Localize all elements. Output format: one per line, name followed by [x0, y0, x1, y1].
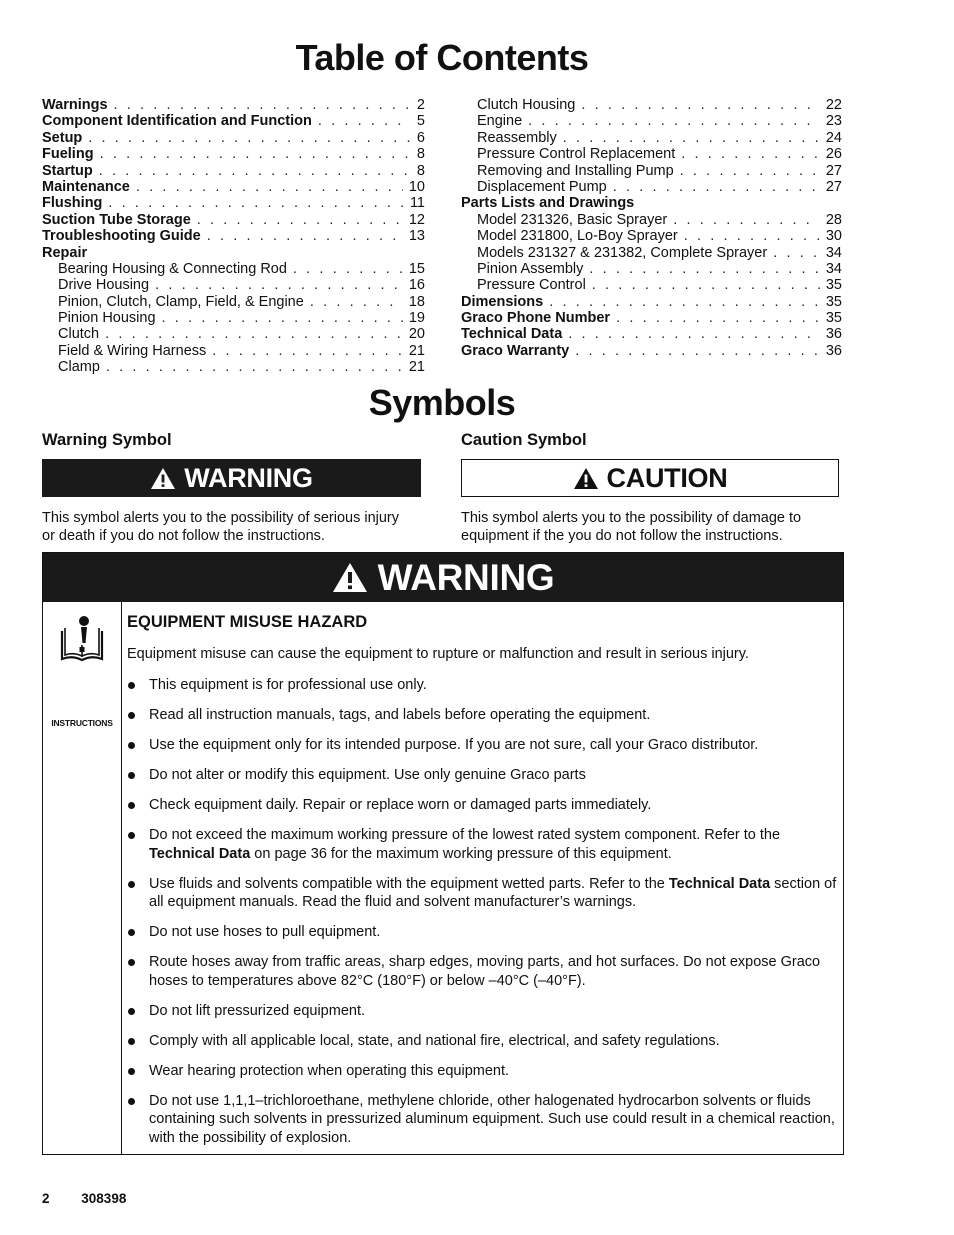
toc-entry-label: Suction Tube Storage	[42, 211, 191, 228]
toc-entry-page: 30	[825, 228, 842, 245]
hazard-bullet	[127, 826, 837, 863]
toc-entry-page: 21	[408, 342, 425, 359]
toc-dot-leader	[108, 195, 404, 212]
toc-dot-leader	[99, 163, 411, 180]
toc-entry-page: 8	[416, 162, 425, 179]
toc-entry-page: 8	[416, 146, 425, 163]
toc-dot-leader	[684, 228, 820, 245]
toc-entry-page: 15	[408, 260, 425, 277]
toc-entry-label: Pressure Control	[477, 277, 586, 294]
toc-entry	[461, 130, 842, 146]
manual-number: 308398	[81, 1191, 127, 1206]
bullet-text: Do not alter or modify this equipment. Use only genuine Graco parts	[149, 767, 586, 783]
toc-entry-page: 21	[408, 359, 425, 376]
warning-symbol-heading: Warning Symbol	[42, 431, 172, 449]
toc-dot-leader	[318, 113, 411, 130]
warning-box-header-label: WARNING	[377, 556, 555, 598]
toc-entry	[42, 195, 425, 211]
bullet-text: section of all equipment manuals. Read the fluid and solvent manufacturer’s warnings.	[149, 875, 837, 910]
toc-entry	[42, 277, 425, 293]
warning-box-header	[43, 553, 843, 602]
toc-entry	[461, 310, 842, 326]
toc-dot-leader	[197, 212, 403, 229]
bullet-text: Use the equipment only for its intended purpose. If you are not sure, call your Graco distributor.	[149, 737, 759, 753]
hazard-bullet	[127, 1002, 837, 1021]
toc-dot-leader	[88, 130, 411, 147]
bullet-dot	[128, 1038, 135, 1045]
bullet-dot	[128, 959, 135, 966]
toc-entry-page: 20	[408, 326, 425, 343]
toc-entry-label: Clutch Housing	[477, 97, 576, 113]
toc-entry-page: 35	[825, 293, 842, 310]
instructions-caption: INSTRUCTIONS	[51, 718, 113, 728]
page-number: 2	[42, 1191, 50, 1206]
toc-entry-label: Pinion Assembly	[477, 260, 584, 277]
bullet-dot	[128, 1098, 135, 1105]
toc-entry-label: Flushing	[42, 195, 103, 212]
bullet-bold-text: Technical Data	[149, 845, 251, 862]
toc-entry-label: Maintenance	[42, 178, 130, 195]
toc-entry	[42, 163, 425, 179]
warning-badge-label: WARNING	[184, 462, 313, 493]
toc-entry	[461, 343, 842, 359]
toc-entry-label: Pressure Control Replacement	[477, 146, 676, 163]
toc-right-column	[461, 97, 842, 359]
warning-badge	[42, 459, 421, 497]
toc-entry	[42, 228, 425, 244]
caution-symbol-heading: Caution Symbol	[461, 431, 587, 449]
warning-triangle-icon	[150, 467, 176, 490]
toc-entry-label: Field & Wiring Harness	[58, 342, 207, 359]
hazard-bullet	[127, 1032, 837, 1051]
toc-entry-label: Setup	[42, 129, 83, 146]
toc-entry	[461, 277, 842, 293]
bullet-dot	[128, 881, 135, 888]
hazard-bullet	[127, 875, 837, 912]
instruction-manual-icon	[59, 613, 105, 665]
toc-entry-label: Fueling	[42, 146, 94, 163]
toc-entry	[461, 326, 842, 342]
toc-entry-label: Warnings	[42, 97, 108, 113]
bullet-dot	[128, 742, 135, 749]
toc-entry-page: 35	[825, 310, 842, 327]
toc-entry-label: Bearing Housing & Connecting Rod	[58, 260, 287, 277]
hazard-bullet	[127, 796, 837, 815]
toc-left-column	[42, 97, 425, 376]
toc-entry-page: 24	[825, 129, 842, 146]
toc-entry	[461, 97, 842, 113]
toc-entry	[42, 113, 425, 129]
hazard-bullet	[127, 923, 837, 942]
toc-entry	[42, 359, 425, 375]
toc-dot-leader	[563, 130, 820, 147]
hazard-bullet	[127, 766, 837, 785]
toc-entry-page: 36	[825, 326, 842, 343]
warning-triangle-icon	[332, 562, 368, 593]
caution-triangle-icon	[573, 467, 599, 490]
toc-entry	[42, 310, 425, 326]
caution-badge	[461, 459, 839, 497]
toc-entry	[461, 261, 842, 277]
toc-entry	[461, 146, 842, 162]
toc-entry-page: 26	[825, 146, 842, 163]
symbols-title: Symbols	[368, 382, 516, 423]
toc-entry	[42, 97, 425, 113]
bullet-text: Route hoses away from traffic areas, sharp edges, moving parts, and hot surfaces. Do not expose Graco hoses to temperatures above 82°C (180°F) or below –40°C (–40°F).	[149, 954, 821, 989]
toc-entry-label: Startup	[42, 162, 93, 179]
toc-entry-label: Reassembly	[477, 129, 557, 146]
caution-badge-label: CAUTION	[606, 462, 728, 493]
bullet-bold-text: Technical Data	[668, 875, 771, 892]
toc-entry	[461, 195, 842, 211]
hazard-bullet	[127, 676, 837, 695]
toc-entry-label: Troubleshooting Guide	[42, 228, 201, 245]
caution-symbol-description: This symbol alerts you to the possibility of damage to equipment if the you do not follow the instructions.	[461, 510, 802, 544]
toc-entry	[461, 294, 842, 310]
warning-box	[42, 552, 844, 1155]
bullet-text: Do not exceed the maximum working pressure of the lowest rated system component. Refer to the	[149, 827, 781, 843]
hazard-bullet	[127, 706, 837, 725]
toc-dot-leader	[673, 212, 820, 229]
bullet-dot	[128, 929, 135, 936]
warning-symbol-description: This symbol alerts you to the possibility of serious injury or death if you do not follow the instructions.	[42, 510, 400, 544]
toc-entry	[42, 146, 425, 162]
toc-entry-page: 36	[825, 342, 842, 359]
toc-dot-leader	[680, 163, 820, 180]
toc-entry-label: Component Identification and Function	[42, 113, 312, 130]
toc-entry-label: Dimensions	[461, 293, 544, 310]
bullet-text: Use fluids and solvents compatible with the equipment wetted parts. Refer to the	[149, 875, 669, 892]
toc-title: Table of Contents	[295, 37, 589, 78]
toc-entry-label: Pinion Housing	[58, 310, 156, 327]
toc-entry-label: Pinion, Clutch, Clamp, Field, & Engine	[58, 293, 304, 310]
toc-entry-page: 10	[408, 178, 425, 195]
toc-entry-label: Drive Housing	[58, 277, 150, 294]
toc-dot-leader	[310, 294, 403, 311]
hazard-content	[127, 613, 837, 1159]
toc-entry-page: 13	[408, 228, 425, 245]
toc-entry	[42, 343, 425, 359]
toc-dot-leader	[114, 97, 411, 114]
toc-entry-page: 34	[825, 244, 842, 261]
toc-entry-label: Removing and Installing Pump	[477, 162, 674, 179]
hazard-bullet	[127, 1092, 837, 1148]
toc-entry	[461, 179, 842, 195]
bullet-dot	[128, 802, 135, 809]
toc-entry	[42, 261, 425, 277]
toc-entry	[461, 163, 842, 179]
toc-entry-page: 27	[825, 162, 842, 179]
bullet-dot	[128, 1068, 135, 1075]
toc-entry	[42, 294, 425, 310]
toc-entry	[42, 130, 425, 146]
bullet-text: This equipment is for professional use only.	[149, 677, 427, 693]
toc-dot-leader	[589, 261, 819, 278]
hazard-bullet-list	[127, 676, 837, 1147]
toc-dot-leader	[581, 97, 820, 114]
toc-dot-leader	[568, 326, 820, 343]
bullet-text: Read all instruction manuals, tags, and labels before operating the equipment.	[149, 707, 651, 723]
hazard-bullet	[127, 1062, 837, 1081]
hazard-bullet	[127, 736, 837, 755]
bullet-text: Wear hearing protection when operating this equipment.	[149, 1062, 510, 1079]
bullet-text: Check equipment daily. Repair or replace worn or damaged parts immediately.	[149, 797, 652, 813]
toc-entry-label: Repair	[42, 244, 88, 261]
toc-entry-label: Clamp	[58, 359, 100, 376]
hazard-intro: Equipment misuse can cause the equipment to rupture or malfunction and result in serious injury.	[127, 645, 749, 662]
bullet-dot	[128, 772, 135, 779]
toc-entry-page: 5	[416, 113, 425, 130]
hazard-icon-column	[43, 602, 122, 1154]
toc-dot-leader	[105, 326, 403, 343]
toc-dot-leader	[613, 179, 820, 196]
bullet-text: on page 36 for the maximum working pressure of this equipment.	[250, 845, 672, 862]
toc-entry-label: Model 231800, Lo-Boy Sprayer	[477, 228, 678, 245]
toc-entry-label: Models 231327 & 231382, Complete Sprayer	[477, 244, 768, 261]
toc-entry	[461, 212, 842, 228]
toc-entry	[461, 113, 842, 129]
toc-dot-leader	[155, 277, 403, 294]
bullet-dot	[128, 712, 135, 719]
toc-dot-leader	[162, 310, 403, 327]
toc-entry-page: 27	[825, 178, 842, 195]
toc-entry	[42, 245, 425, 261]
bullet-text: Do not lift pressurized equipment.	[149, 1002, 365, 1019]
toc-entry-page: 22	[825, 97, 842, 113]
toc-entry-label: Clutch	[58, 326, 100, 343]
toc-dot-leader	[592, 277, 820, 294]
toc-entry-page: 12	[408, 211, 425, 228]
toc-entry-label: Graco Warranty	[461, 342, 570, 359]
toc-entry	[42, 179, 425, 195]
toc-entry	[42, 326, 425, 342]
toc-entry-label: Engine	[477, 113, 523, 130]
page-footer	[42, 1191, 154, 1206]
toc-dot-leader	[293, 261, 403, 278]
toc-entry-page: 34	[825, 260, 842, 277]
toc-dot-leader	[549, 294, 820, 311]
toc-entry-page: 18	[408, 293, 425, 310]
toc-entry-label: Parts Lists and Drawings	[461, 195, 635, 212]
toc-entry	[461, 228, 842, 244]
toc-dot-leader	[100, 146, 411, 163]
toc-entry-label: Displacement Pump	[477, 178, 607, 195]
toc-entry-page: 23	[825, 113, 842, 130]
toc-entry-label: Technical Data	[461, 326, 563, 343]
toc-entry-page: 11	[409, 195, 425, 212]
toc-entry-page: 2	[416, 97, 425, 113]
toc-dot-leader	[773, 245, 820, 262]
hazard-title: EQUIPMENT MISUSE HAZARD	[127, 613, 368, 631]
toc-dot-leader	[212, 343, 403, 360]
toc-entry	[461, 245, 842, 261]
toc-entry-page: 6	[416, 129, 425, 146]
bullet-dot	[128, 1008, 135, 1015]
toc-entry	[42, 212, 425, 228]
bullet-text: Comply with all applicable local, state, and national fire, electrical, and safety regulations.	[149, 1032, 720, 1049]
toc-dot-leader	[207, 228, 403, 245]
bullet-text: Do not use 1,1,1–trichloroethane, methylene chloride, other halogenated hydrocarbon solvents or fluids containing such solvents in pressurized aluminum equipment. Such use could result in a chemical reaction, with the possibility of explosion.	[149, 1092, 835, 1146]
toc-entry-label: Graco Phone Number	[461, 310, 611, 327]
toc-dot-leader	[528, 113, 820, 130]
toc-dot-leader	[136, 179, 403, 196]
bullet-dot	[128, 832, 135, 839]
toc-dot-leader	[616, 310, 820, 327]
toc-dot-leader	[681, 146, 820, 163]
hazard-bullet	[127, 953, 837, 990]
toc-dot-leader	[106, 359, 403, 376]
toc-entry-page: 19	[408, 310, 425, 327]
toc-entry-page: 16	[408, 277, 425, 294]
toc-entry-label: Model 231326, Basic Sprayer	[477, 211, 668, 228]
bullet-text: Do not use hoses to pull equipment.	[149, 924, 381, 940]
toc-entry-page: 35	[825, 277, 842, 294]
toc-entry-page: 28	[825, 211, 842, 228]
bullet-dot	[128, 682, 135, 689]
toc-dot-leader	[575, 343, 820, 360]
